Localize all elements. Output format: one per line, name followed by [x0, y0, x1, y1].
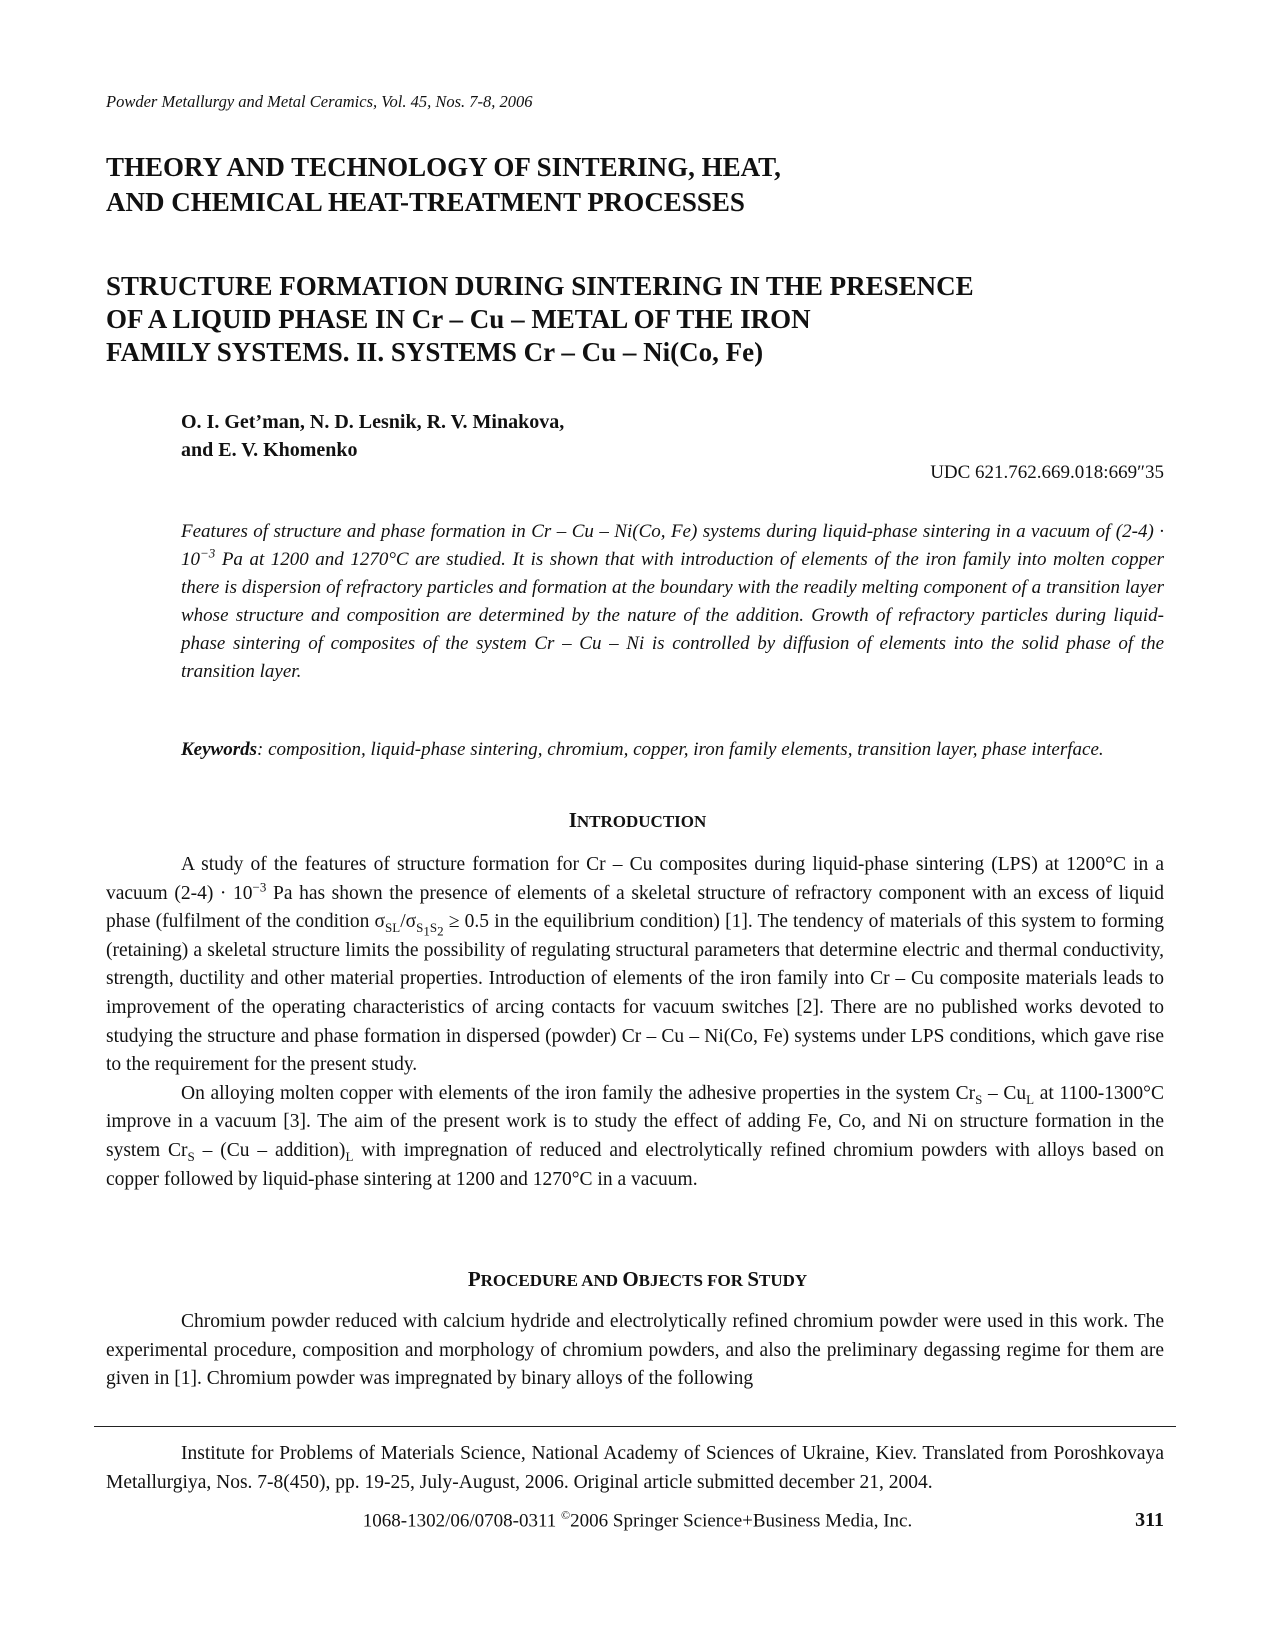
- heading-text: NTRODUCTION: [576, 812, 707, 831]
- section-title-line: AND CHEMICAL HEAT-TREATMENT PROCESSES: [106, 187, 745, 217]
- exponent: −3: [200, 545, 216, 561]
- subscript: SL: [385, 920, 401, 936]
- heading-text: TUDY: [759, 1271, 808, 1290]
- publisher: 2006 Springer Science+Business Media, Inc.: [570, 1510, 913, 1532]
- footnote: [106, 1439, 1164, 1497]
- procedure-heading: [0, 1267, 1275, 1292]
- introduction-body: [106, 851, 1164, 1194]
- text-run: at 1100-1300°C improve in a vacuum [3]. The aim of the present work is to study the effect of adding Fe, Co, and Ni on structure formation in the system Cr: [106, 1082, 1164, 1161]
- paragraph: [106, 851, 1164, 1080]
- subscript: S: [187, 1148, 195, 1164]
- abstract: [181, 518, 1164, 686]
- author-line: and E. V. Khomenko: [181, 439, 358, 461]
- article-title-line: STRUCTURE FORMATION DURING SINTERING IN THE PRESENCE: [106, 271, 974, 301]
- page-number: 311: [1135, 1509, 1164, 1531]
- subscript: L: [1026, 1091, 1035, 1107]
- text-run: – (Cu – addition): [194, 1139, 346, 1161]
- section-title-line: THEORY AND TECHNOLOGY OF SINTERING, HEAT,: [106, 152, 781, 182]
- subscript-index: 1: [423, 923, 430, 939]
- article-title: [106, 270, 1166, 369]
- heading-text: ROCEDURE AND: [480, 1271, 623, 1290]
- text-run: – Cu: [982, 1082, 1027, 1104]
- keywords: [181, 736, 1164, 764]
- text-run: Pa has shown the presence of elements of a skeletal structure of refractory component with an excess of liquid phase (fulfilment of the condition σ: [106, 882, 1164, 933]
- author-line: O. I. Get’man, N. D. Lesnik, R. V. Minakova,: [181, 411, 565, 433]
- introduction-heading: [0, 808, 1275, 833]
- footnote-text: Institute for Problems of Materials Science, National Academy of Sciences of Ukraine, Kiev. Translated from Poroshkovaya Metallurgiya, Nos. 7-8(450), pp. 19-25, July-August, 2006. Original article submitted december 21, 2004.: [106, 1443, 1164, 1493]
- abstract-text: Features of structure and phase formation in Cr – Cu – Ni(Co, Fe) systems during liquid-phase sintering in a vacuum of (2-4) · 10: [181, 521, 1164, 570]
- subscript: S: [975, 1091, 983, 1107]
- text-run: ≥ 0.5 in the equilibrium condition) [1]. The tendency of materials of this system to forming (retaining) a skeletal structure limits the possibility of regulating structural parameters that determine electric and thermal conductivity, strength, ductility and other material properties. Introduction of elements of the iron family into Cr – Cu composite materials leads to improvement of the operating characteristics of arcing contacts for vacuum switches [2]. There are no published works devoted to studying the structure and phase formation in dispersed (powder) Cr – Cu – Ni(Co, Fe) systems under LPS conditions, which gave rise to the requirement for the present study.: [106, 911, 1164, 1076]
- subscript-text: S: [416, 920, 424, 936]
- copyright-symbol: ©: [561, 1508, 571, 1522]
- abstract-text: Pa at 1200 and 1270°C are studied. It is shown that with introduction of elements of the iron family into molten copper there is dispersion of refractory particles and formation at the boundary with the readily melting component of a transition layer whose structure and composition are determined by the nature of the addition. Growth of refractory particles during liquid-phase sintering of composites of the system Cr – Cu – Ni is controlled by diffusion of elements into the solid phase of the transition layer.: [181, 549, 1164, 682]
- text-run: with impregnation of reduced and electrolytically refined chromium powders with alloys based on copper followed by liquid-phase sintering at 1200 and 1270°C in a vacuum.: [106, 1139, 1165, 1190]
- exponent: −3: [252, 879, 267, 895]
- heading-capital: P: [467, 1267, 481, 1291]
- heading-capital: S: [747, 1267, 759, 1291]
- article-title-line: FAMILY SYSTEMS. II. SYSTEMS Cr – Cu – Ni(Co, Fe): [106, 337, 764, 367]
- heading-text: BJECTS FOR: [638, 1271, 748, 1290]
- section-title: [106, 150, 1106, 220]
- keywords-label: Keywords: [181, 739, 257, 760]
- copyright-line: [0, 1508, 1275, 1532]
- subscript: [416, 920, 444, 939]
- heading-capital: O: [622, 1267, 639, 1291]
- article-title-line: OF A LIQUID PHASE IN Cr – Cu – METAL OF THE IRON: [106, 304, 811, 334]
- subscript-text: S: [429, 920, 438, 936]
- keywords-text: : composition, liquid-phase sintering, chromium, copper, iron family elements, transition layer, phase interface.: [257, 739, 1104, 760]
- text-run: /σ: [400, 911, 417, 933]
- journal-citation: Powder Metallurgy and Metal Ceramics, Vol. 45, Nos. 7-8, 2006: [106, 92, 533, 111]
- paragraph: [106, 1080, 1164, 1194]
- article-code: 1068-1302/06/0708-0311: [362, 1510, 562, 1532]
- text-run: On alloying molten copper with elements of the iron family the adhesive properties in the system Cr: [181, 1082, 976, 1104]
- text-run: A study of the features of structure formation for Cr – Cu composites during liquid-phase sintering (LPS) at 1200°C in a vacuum (2-4) · 10: [106, 854, 1164, 904]
- subscript-index: 2: [437, 923, 444, 939]
- udc-code: UDC 621.762.669.018:669″35: [930, 462, 1164, 483]
- paragraph: Chromium powder reduced with calcium hydride and electrolytically refined chromium powder were used in this work. The experimental procedure, composition and morphology of chromium powders, and also the preliminary degassing regime for them are given in [1]. Chromium powder was impregnated by binary alloys of the following: [106, 1311, 1164, 1390]
- procedure-body: [106, 1308, 1164, 1394]
- author-list: [181, 408, 564, 464]
- subscript: L: [345, 1148, 354, 1164]
- heading-capital: I: [568, 808, 577, 832]
- footnote-divider: [94, 1426, 1176, 1427]
